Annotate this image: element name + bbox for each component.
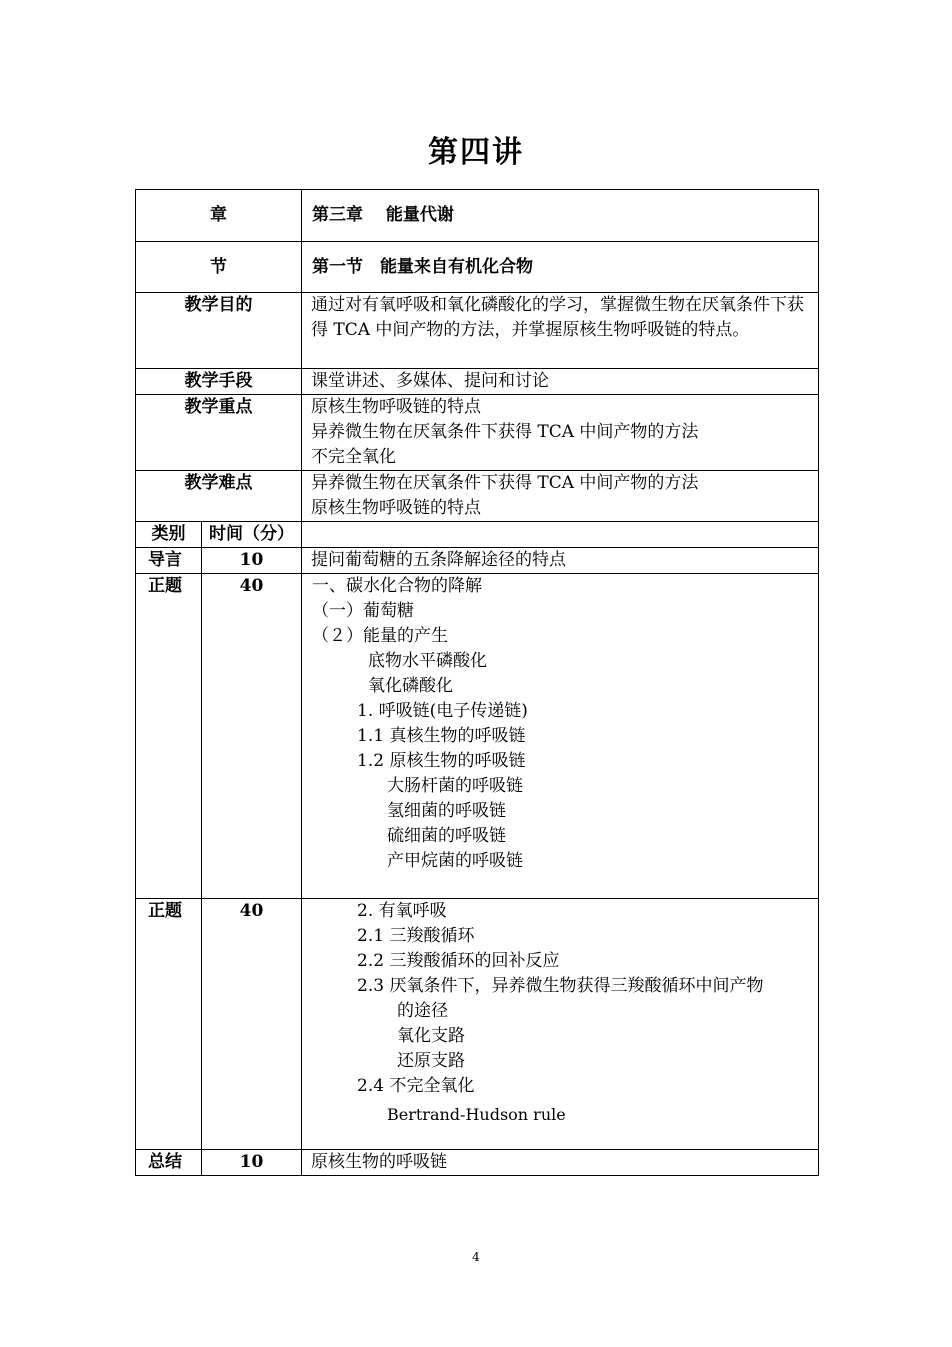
page-title: 第四讲 bbox=[428, 135, 524, 170]
content-line: 的途径 bbox=[397, 1001, 448, 1021]
content-line: （一）葡萄糖 bbox=[312, 601, 414, 621]
key-point-line: 不完全氧化 bbox=[311, 447, 396, 467]
key-point-line: 异养微生物在厌氧条件下获得 TCA 中间产物的方法 bbox=[311, 422, 699, 442]
difficulties-value bbox=[302, 471, 819, 522]
chapter-value: 第三章 能量代谢 bbox=[302, 190, 819, 242]
page-number: 4 bbox=[472, 1250, 480, 1264]
key-points-value bbox=[302, 395, 819, 471]
objective-value: 通过对有氧呼吸和氧化磷酸化的学习，掌握微生物在厌氧条件下获得 TCA 中间产物的方法，并掌握原核生物呼吸链的特点。 bbox=[302, 293, 819, 369]
schedule-header-row bbox=[136, 522, 819, 548]
method-value: 课堂讲述、多媒体、提问和讨论 bbox=[302, 369, 819, 395]
content-line: 氧化磷酸化 bbox=[368, 676, 453, 696]
content-line: 1.1 真核生物的呼吸链 bbox=[357, 726, 526, 746]
content-cell bbox=[302, 548, 819, 574]
content-line: 2.4 不完全氧化 bbox=[357, 1076, 475, 1096]
difficulties-row bbox=[136, 471, 819, 522]
category-cell: 正题 bbox=[136, 899, 202, 1150]
key-points-row bbox=[136, 395, 819, 471]
schedule-row-main-2 bbox=[136, 899, 819, 1150]
content-line: 2. 有氧呼吸 bbox=[357, 901, 447, 921]
schedule-row-main-1 bbox=[136, 574, 819, 899]
schedule-row-summary bbox=[136, 1150, 819, 1176]
content-line: 2.1 三羧酸循环 bbox=[357, 926, 475, 946]
category-cell: 正题 bbox=[136, 574, 202, 899]
chapter-label: 章 bbox=[136, 190, 302, 242]
chapter-row bbox=[136, 190, 819, 242]
time-cell: 40 bbox=[202, 899, 302, 1150]
time-cell: 10 bbox=[202, 548, 302, 574]
content-line: 氢细菌的呼吸链 bbox=[387, 801, 506, 821]
content-line: 1.2 原核生物的呼吸链 bbox=[357, 751, 526, 771]
content-line: 硫细菌的呼吸链 bbox=[387, 826, 506, 846]
section-value: 第一节 能量来自有机化合物 bbox=[302, 242, 819, 293]
category-header: 类别 bbox=[136, 522, 202, 548]
content-line: 一、碳水化合物的降解 bbox=[312, 576, 482, 596]
content-cell bbox=[302, 574, 819, 899]
difficulty-line: 原核生物呼吸链的特点 bbox=[311, 498, 481, 518]
content-line: 2.2 三羧酸循环的回补反应 bbox=[357, 951, 560, 971]
section-row bbox=[136, 242, 819, 293]
time-cell: 10 bbox=[202, 1150, 302, 1176]
time-header: 时间（分） bbox=[202, 522, 302, 548]
difficulties-label: 教学难点 bbox=[136, 471, 302, 522]
content-line: 还原支路 bbox=[397, 1051, 465, 1071]
content-cell bbox=[302, 899, 819, 1150]
lesson-plan-table bbox=[135, 189, 819, 1176]
content-line: 产甲烷菌的呼吸链 bbox=[387, 851, 523, 871]
content-line: 原核生物的呼吸链 bbox=[311, 1152, 447, 1172]
difficulty-line: 异养微生物在厌氧条件下获得 TCA 中间产物的方法 bbox=[311, 473, 699, 493]
method-label: 教学手段 bbox=[136, 369, 302, 395]
key-points-label: 教学重点 bbox=[136, 395, 302, 471]
objective-row bbox=[136, 293, 819, 369]
key-point-line: 原核生物呼吸链的特点 bbox=[311, 397, 481, 417]
schedule-row-intro bbox=[136, 548, 819, 574]
content-line: 氧化支路 bbox=[397, 1026, 465, 1046]
category-cell: 总结 bbox=[136, 1150, 202, 1176]
content-header bbox=[302, 522, 819, 548]
content-line: 1. 呼吸链(电子传递链) bbox=[357, 701, 528, 721]
content-line: 大肠杆菌的呼吸链 bbox=[387, 776, 523, 796]
content-line: （２）能量的产生 bbox=[312, 626, 448, 646]
category-cell: 导言 bbox=[136, 548, 202, 574]
content-line: 底物水平磷酸化 bbox=[368, 651, 487, 671]
section-label: 节 bbox=[136, 242, 302, 293]
content-line: Bertrand-Hudson rule bbox=[387, 1105, 566, 1124]
time-cell: 40 bbox=[202, 574, 302, 899]
method-row bbox=[136, 369, 819, 395]
objective-label: 教学目的 bbox=[136, 293, 302, 369]
content-line: 2.3 厌氧条件下，异养微生物获得三羧酸循环中间产物 bbox=[357, 976, 764, 996]
content-cell bbox=[302, 1150, 819, 1176]
content-line: 提问葡萄糖的五条降解途径的特点 bbox=[311, 550, 566, 570]
